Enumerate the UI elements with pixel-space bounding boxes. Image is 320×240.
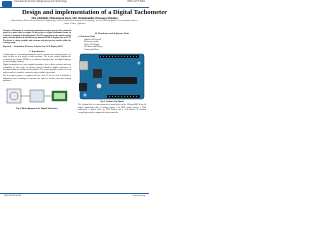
right-column [78,30,146,115]
intro-heading: I. Introduction [29,49,45,53]
footer-paper-id: IJERTV3IS100264 [4,194,22,197]
hardware-heading: II. Hardware and Software Tools [94,31,129,35]
tachometer-figure [6,85,68,107]
list-item: • IR Sensor module [84,41,146,43]
paper-affiliation: Department of Electrical and Electronic Engineering, Jessore University of Science and Technology, Jessore-7408, Bangladesh. Corresponding Author: Author's Name, Affiliation [11,20,138,25]
footer-divider [0,193,149,194]
left-column [3,30,71,111]
arduino-board-image [79,53,145,100]
header-divider [0,7,149,8]
journal-name: International Journal of Engineering and Technology [14,1,67,3]
intro-paragraph-2: Digital tachometers are more popular nowadays, due to their accuracy and easy readability. In this work an infrared based contactless digital tachometer is developed using an Arduino microcontroller. The sensor generates a pulse for each rotation and the controller counts the pulses within a given time. [3,64,71,74]
list-item: • Connecting Wires [84,49,146,51]
hardware-subheading: A. Hardware Tools [78,36,95,38]
figure-1-caption: Fig.1: Block diagram of the Digital Tachometer [16,107,58,110]
tachometer-diagram [6,85,68,107]
list-item: • 16x2 LCD Display [84,44,146,46]
paper-title: Design and implementation of a Digital Tachometer [22,9,168,16]
list-item: • Arduino UNO board [84,39,146,41]
keywords: Keywords— Tachometer, IR Sensor, Arduino Uno, LCD Display, RPM [3,45,63,48]
arduino-description: The Arduino Uno is a microcontroller board based on the ATmega328P. It has 14 digital input/output pins, 6 analog inputs, a 16 MHz quartz crystal, a USB connection, a power jack, an ICSP header and a reset button. It contains everything needed to support the microcontroller. [78,104,146,114]
figure-2-caption: Fig.2: Arduino Uno Board [100,101,124,104]
arduino-board-figure [79,53,145,100]
paper-authors: Md. Abdullah, Mohammad Razu, Md. Shahabuddin, Hosneara Shamim [31,17,118,20]
abstract: Abstract: Tachometer is a measuring instrument used to measure the rotational speed of a motor shaft or engine. In this project, a digital tachometer based on Arduino is designed and implemented. The IR sensor detects the rotation of the motor and the number of revolutions per minute (RPM) is displayed on an LCD. The device is cheap, portable and accurate and gives precise results within the working range. [3,30,71,45]
hardware-list [78,39,146,51]
page-footer [0,193,149,198]
footer-website: www.ijert.org [133,194,145,197]
list-item: • DC Motor and Battery [84,46,146,48]
intro-paragraph-3: The developed system is compact and low cost. It can be used in industries, laboratories and workshops to measure the speed of motors, fans and rotating machines. [3,75,71,83]
journal-issn: ISSN: 2277-3061 [127,1,145,3]
intro-paragraph-1: A tachometer is a measuring instrument used to measure the rotational speed of a shaft or disk, as in a motor or other machine. The device usually displays the revolutions per minute (RPM) on a calibrated analogue dial, but digital displays are increasingly common. [3,53,71,64]
